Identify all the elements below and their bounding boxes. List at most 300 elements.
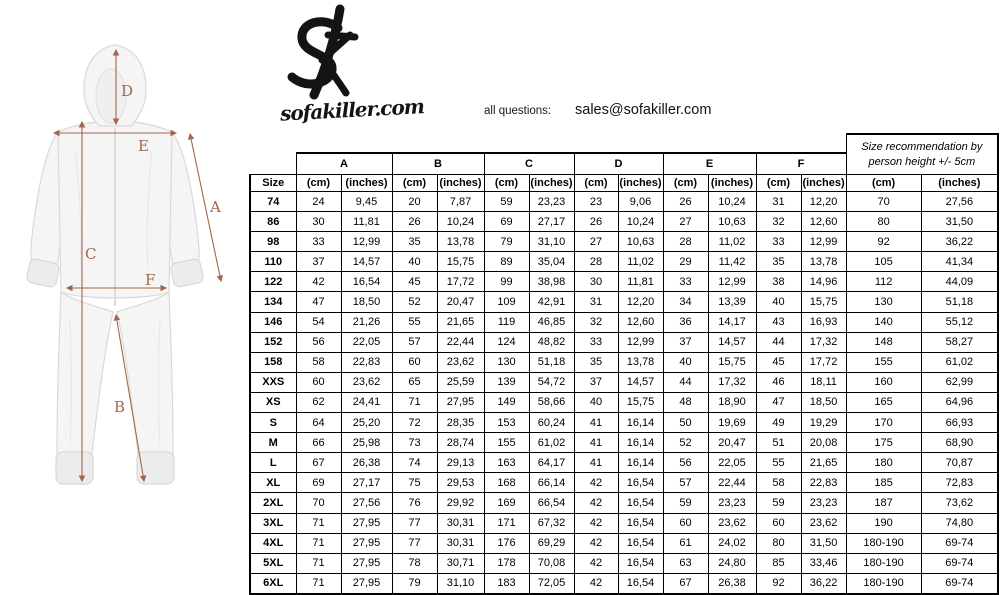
table-cell: 55 [392,312,437,332]
table-corner-blank [250,134,846,153]
size-row-label: 146 [250,312,296,332]
table-cell: 26 [574,212,618,232]
table-cell: 139 [484,372,529,392]
table-cell: 16,14 [618,453,663,473]
table-cell: 13,78 [437,232,484,252]
table-cell: 10,24 [437,212,484,232]
size-row-label: 158 [250,352,296,372]
table-cell: 29,92 [437,493,484,513]
table-cell: 7,87 [437,192,484,212]
table-cell: 30,31 [437,533,484,553]
table-cell: 16,14 [618,433,663,453]
table-corner-blank [250,153,296,175]
measurement-label-f: F [145,271,156,289]
table-row [250,493,998,513]
unit-header-cm: (cm) [846,175,921,192]
unit-header-cm: (cm) [296,175,341,192]
size-row-label: 134 [250,292,296,312]
table-cell: 66,54 [529,493,574,513]
table-cell: 26 [663,192,708,212]
table-cell: 31 [756,192,801,212]
table-cell: 11,81 [341,212,392,232]
table-cell: 12,20 [618,292,663,312]
table-cell: 72,83 [921,473,998,493]
table-cell: 16,54 [618,573,663,594]
table-cell: 42 [296,272,341,292]
rec-column-header: Size recommendation by person height +/- 5cm [846,134,998,175]
size-row-label: 110 [250,252,296,272]
table-cell: 35 [574,352,618,372]
table-cell: 23,62 [801,513,846,533]
table-cell: 52 [663,433,708,453]
size-row-label: 5XL [250,553,296,573]
table-cell: 15,75 [437,252,484,272]
table-cell: 140 [846,312,921,332]
table-cell: 17,72 [801,352,846,372]
unit-header-inches: (inches) [921,175,998,192]
table-cell: 28,35 [437,413,484,433]
table-cell: 80 [846,212,921,232]
table-cell: 69,29 [529,533,574,553]
table-cell: 25,98 [341,433,392,453]
contact-label: all questions: [484,105,552,117]
table-cell: 19,29 [801,413,846,433]
table-cell: 60 [756,513,801,533]
brand-logo [278,4,428,134]
table-cell: 10,63 [618,232,663,252]
table-cell: 77 [392,533,437,553]
table-cell: 24,41 [341,392,392,412]
measurement-label-e: E [138,137,149,155]
table-cell: 14,57 [618,372,663,392]
table-cell: 21,65 [801,453,846,473]
table-cell: 51 [756,433,801,453]
size-row-label: 6XL [250,573,296,594]
table-cell: 74 [392,453,437,473]
table-cell: 58 [756,473,801,493]
size-row-label: 152 [250,332,296,352]
table-cell: 11,81 [618,272,663,292]
table-cell: 27 [663,212,708,232]
column-group-header-d: D [574,153,663,175]
table-cell: 165 [846,392,921,412]
onesie-illustration [26,45,204,484]
table-cell: 27,56 [921,192,998,212]
table-cell: 26,38 [708,573,756,594]
table-row [250,392,998,412]
table-cell: 27,95 [437,392,484,412]
table-cell: 18,50 [341,292,392,312]
table-cell: 11,02 [708,232,756,252]
table-cell: 16,54 [341,272,392,292]
table-cell: 36,22 [921,232,998,252]
table-cell: 41,34 [921,252,998,272]
table-cell: 48 [663,392,708,412]
table-cell: 57 [663,473,708,493]
table-cell: 13,78 [618,352,663,372]
table-cell: 64 [296,413,341,433]
table-cell: 62,99 [921,372,998,392]
table-cell: 66,14 [529,473,574,493]
table-cell: 75 [392,473,437,493]
table-cell: 31,50 [801,533,846,553]
table-cell: 25,59 [437,372,484,392]
unit-header-inches: (inches) [801,175,846,192]
table-cell: 29,13 [437,453,484,473]
table-cell: 18,11 [801,372,846,392]
table-cell: 54 [296,312,341,332]
table-cell: 12,60 [618,312,663,332]
table-cell: 59 [756,493,801,513]
table-cell: 15,75 [801,292,846,312]
table-cell: 70 [846,192,921,212]
table-cell: 10,63 [708,212,756,232]
measurement-label-c: C [85,245,97,263]
table-cell: 27,17 [341,473,392,493]
table-cell: 64,96 [921,392,998,412]
table-cell: 55 [756,453,801,473]
table-row [250,513,998,533]
table-cell: 46 [756,372,801,392]
table-cell: 68,90 [921,433,998,453]
table-cell: 23,23 [529,192,574,212]
table-cell: 23,62 [341,372,392,392]
measurement-label-a: A [210,198,221,216]
table-cell: 66,93 [921,413,998,433]
table-cell: 175 [846,433,921,453]
table-cell: 69-74 [921,573,998,594]
table-cell: 60 [392,352,437,372]
table-cell: 42 [574,493,618,513]
column-group-header-e: E [663,153,756,175]
table-cell: 180-190 [846,533,921,553]
table-cell: 27,95 [341,573,392,594]
table-cell: 70,87 [921,453,998,473]
table-cell: 43 [756,312,801,332]
table-cell: 37 [574,372,618,392]
table-cell: 17,72 [437,272,484,292]
measurement-label-b: B [114,398,126,416]
table-cell: 31,50 [921,212,998,232]
table-cell: 33 [574,332,618,352]
table-cell: 40 [574,392,618,412]
table-cell: 42 [574,553,618,573]
table-cell: 38,98 [529,272,574,292]
table-cell: 40 [663,352,708,372]
table-cell: 38 [756,272,801,292]
table-cell: 30 [296,212,341,232]
table-cell: 74,80 [921,513,998,533]
table-cell: 67 [296,453,341,473]
table-cell: 16,54 [618,493,663,513]
table-cell: 124 [484,332,529,352]
table-cell: 32 [756,212,801,232]
size-row-label: L [250,453,296,473]
table-row [250,232,998,252]
table-cell: 56 [296,332,341,352]
table-cell: 23,62 [437,352,484,372]
table-cell: 57 [392,332,437,352]
table-cell: 71 [392,392,437,412]
table-cell: 17,32 [801,332,846,352]
table-cell: 28,74 [437,433,484,453]
table-cell: 63 [663,553,708,573]
table-cell: 42 [574,533,618,553]
table-cell: 77 [392,513,437,533]
table-cell: 9,45 [341,192,392,212]
table-cell: 176 [484,533,529,553]
sk-monogram-icon [278,4,408,100]
table-cell: 89 [484,252,529,272]
table-cell: 149 [484,392,529,412]
table-cell: 36 [663,312,708,332]
table-cell: 33 [663,272,708,292]
table-cell: 19,69 [708,413,756,433]
table-cell: 45 [392,272,437,292]
table-cell: 44 [756,332,801,352]
table-cell: 31,10 [529,232,574,252]
table-cell: 22,44 [437,332,484,352]
table-cell: 180 [846,453,921,473]
table-cell: 169 [484,493,529,513]
table-cell: 12,20 [801,192,846,212]
table-cell: 11,02 [618,252,663,272]
table-cell: 20,47 [708,433,756,453]
table-cell: 9,06 [618,192,663,212]
table-cell: 37 [663,332,708,352]
table-cell: 30 [574,272,618,292]
table-cell: 163 [484,453,529,473]
unit-header-cm: (cm) [392,175,437,192]
column-group-header-a: A [296,153,392,175]
table-cell: 55,12 [921,312,998,332]
table-cell: 130 [484,352,529,372]
table-cell: 109 [484,292,529,312]
table-cell: 16,54 [618,513,663,533]
table-cell: 23,23 [708,493,756,513]
table-row [250,453,998,473]
table-row [250,372,998,392]
table-cell: 47 [756,392,801,412]
table-cell: 20,47 [437,292,484,312]
table-cell: 42,91 [529,292,574,312]
table-row [250,533,998,553]
size-row-label: 2XL [250,493,296,513]
size-row-label: 4XL [250,533,296,553]
table-cell: 12,99 [618,332,663,352]
table-cell: 33 [756,232,801,252]
unit-header-cm: (cm) [574,175,618,192]
ankle-cuffs [56,452,174,484]
table-cell: 79 [392,573,437,594]
table-row [250,272,998,292]
table-cell: 10,24 [618,212,663,232]
size-table-head [250,134,998,192]
size-row-label: 98 [250,232,296,252]
table-cell: 80 [756,533,801,553]
table-row [250,252,998,272]
table-cell: 61,02 [529,433,574,453]
table-cell: 155 [484,433,529,453]
measurement-label-d: D [121,82,134,100]
table-cell: 15,75 [618,392,663,412]
size-row-label: XS [250,392,296,412]
table-cell: 33,46 [801,553,846,573]
table-cell: 69 [484,212,529,232]
table-cell: 37 [296,252,341,272]
unit-header-inches: (inches) [529,175,574,192]
table-cell: 71 [296,573,341,594]
table-cell: 14,17 [708,312,756,332]
table-cell: 185 [846,473,921,493]
table-cell: 170 [846,413,921,433]
table-cell: 72,05 [529,573,574,594]
table-cell: 187 [846,493,921,513]
table-cell: 49 [756,413,801,433]
table-cell: 48,82 [529,332,574,352]
table-cell: 70,08 [529,553,574,573]
table-cell: 42 [574,573,618,594]
table-cell: 22,44 [708,473,756,493]
table-cell: 130 [846,292,921,312]
table-cell: 16,14 [618,413,663,433]
table-cell: 45 [756,352,801,372]
brand-website: sofakiller.com [279,94,425,126]
table-cell: 73,62 [921,493,998,513]
unit-header-inches: (inches) [708,175,756,192]
unit-header-cm: (cm) [756,175,801,192]
size-row-label: 3XL [250,513,296,533]
table-cell: 160 [846,372,921,392]
table-cell: 25,20 [341,413,392,433]
table-cell: 13,39 [708,292,756,312]
table-cell: 22,83 [801,473,846,493]
table-cell: 32 [574,312,618,332]
table-cell: 27,95 [341,513,392,533]
table-cell: 148 [846,332,921,352]
table-cell: 41 [574,453,618,473]
table-cell: 60 [663,513,708,533]
size-row-label: 74 [250,192,296,212]
table-cell: 69 [296,473,341,493]
table-cell: 67,32 [529,513,574,533]
table-row [250,192,998,212]
table-cell: 42 [574,513,618,533]
table-cell: 70 [296,493,341,513]
table-cell: 155 [846,352,921,372]
size-row-label: S [250,413,296,433]
table-cell: 58,27 [921,332,998,352]
table-cell: 51,18 [921,292,998,312]
table-cell: 35 [756,252,801,272]
table-cell: 26,38 [341,453,392,473]
onesie-diagram [0,0,250,584]
table-cell: 60 [296,372,341,392]
size-row-label: 86 [250,212,296,232]
table-cell: 47 [296,292,341,312]
table-cell: 58 [296,352,341,372]
table-cell: 46,85 [529,312,574,332]
table-cell: 85 [756,553,801,573]
table-cell: 31,10 [437,573,484,594]
table-cell: 60,24 [529,413,574,433]
table-cell: 24,80 [708,553,756,573]
table-cell: 171 [484,513,529,533]
table-cell: 30,71 [437,553,484,573]
table-cell: 22,05 [341,332,392,352]
table-cell: 34 [663,292,708,312]
table-cell: 35,04 [529,252,574,272]
table-cell: 24 [296,192,341,212]
table-cell: 119 [484,312,529,332]
table-cell: 27,56 [341,493,392,513]
table-cell: 13,78 [801,252,846,272]
table-cell: 27,95 [341,533,392,553]
table-cell: 69-74 [921,533,998,553]
table-cell: 31 [574,292,618,312]
table-cell: 23,62 [708,513,756,533]
table-cell: 16,93 [801,312,846,332]
table-cell: 180-190 [846,573,921,594]
table-cell: 62 [296,392,341,412]
size-table [249,133,999,595]
table-row [250,332,998,352]
size-column-header: Size [250,175,296,192]
contact-email: sales@sofakiller.com [575,102,712,118]
table-cell: 14,57 [708,332,756,352]
left-leg [57,292,113,454]
table-cell: 66 [296,433,341,453]
unit-header-cm: (cm) [663,175,708,192]
unit-header-inches: (inches) [618,175,663,192]
table-cell: 64,17 [529,453,574,473]
table-cell: 44 [663,372,708,392]
table-cell: 92 [756,573,801,594]
table-row [250,433,998,453]
table-cell: 24,02 [708,533,756,553]
table-cell: 61,02 [921,352,998,372]
column-group-header-b: B [392,153,484,175]
table-cell: 11,42 [708,252,756,272]
table-cell: 54,72 [529,372,574,392]
table-cell: 10,24 [708,192,756,212]
table-cell: 22,83 [341,352,392,372]
table-cell: 26 [392,212,437,232]
table-cell: 59 [484,192,529,212]
table-cell: 56 [663,453,708,473]
table-cell: 41 [574,433,618,453]
table-cell: 78 [392,553,437,573]
table-cell: 92 [846,232,921,252]
table-cell: 22,05 [708,453,756,473]
table-cell: 40 [756,292,801,312]
table-row [250,312,998,332]
table-cell: 71 [296,513,341,533]
table-cell: 33 [296,232,341,252]
table-cell: 36,22 [801,573,846,594]
table-row [250,413,998,433]
table-cell: 41 [574,413,618,433]
table-cell: 42 [574,473,618,493]
table-cell: 76 [392,493,437,513]
size-row-label: M [250,433,296,453]
column-group-header-c: C [484,153,574,175]
table-cell: 20,08 [801,433,846,453]
table-cell: 71 [296,553,341,573]
unit-header-inches: (inches) [437,175,484,192]
table-cell: 52 [392,292,437,312]
table-cell: 35 [392,232,437,252]
